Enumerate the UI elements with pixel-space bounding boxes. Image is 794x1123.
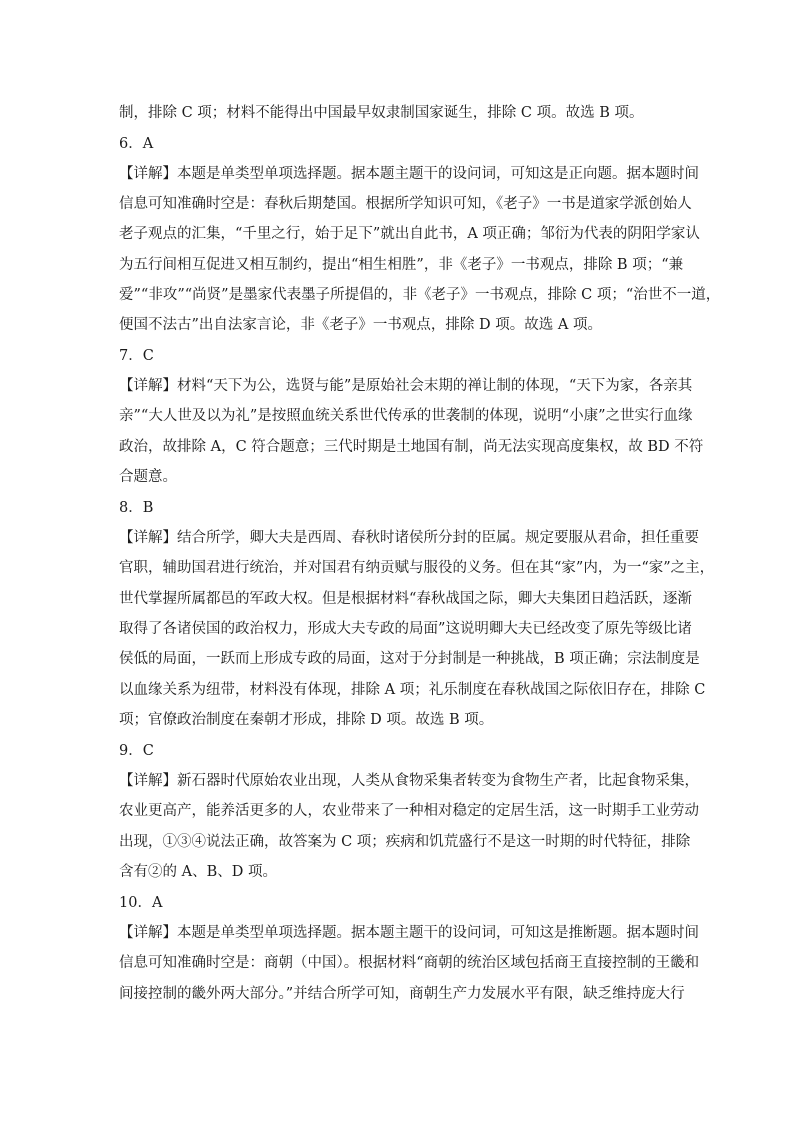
- answer-number: 8．B: [119, 500, 154, 516]
- text-line: 【详解】本题是单类型单项选择题。据本题主题干的设问词，可知这是推断题。据本题时间: [119, 925, 699, 941]
- text-line: 出现，①③④说法正确，故答案为 C 项；疾病和饥荒盛行不是这一时期的时代特征，排除: [119, 834, 691, 850]
- text-line: 项；官僚政治制度在秦朝才形成，排除 D 项。故选 B 项。: [119, 712, 494, 728]
- text-line: 【详解】新石器时代原始农业出现，人类从食物采集者转变为食物生产者，比起食物采集，: [119, 773, 699, 789]
- text-line: 【详解】结合所学，卿大夫是西周、春秋时诸侯所分封的臣属。规定要服从君命，担任重要: [119, 530, 699, 546]
- text-line: 爱”“非攻”“尚贤”是墨家代表墨子所提倡的，非《老子》一书观点，排除 C 项；“治世不一道，: [119, 287, 721, 303]
- text-line: 以血缘关系为纽带，材料没有体现，排除 A 项；礼乐制度在春秋战国之际依旧存在，排除 C: [119, 682, 706, 698]
- answer-number: 6．A: [119, 136, 154, 152]
- text-line: 农业更高产，能养活更多的人，农业带来了一种相对稳定的定居生活，这一时期手工业劳动: [119, 803, 699, 819]
- text-line: 间接控制的畿外两大部分。”并结合所学可知，商朝生产力发展水平有限，缺乏维持庞大行: [119, 986, 685, 1002]
- text-line: 世代掌握所属都邑的军政大权。但是根据材料“春秋战国之际，卿大夫集团日趋活跃，逐渐: [119, 591, 692, 607]
- text-line: 政治，故排除 A，C 符合题意；三代时期是土地国有制，尚无法实现高度集权，故 BD 不符: [119, 439, 704, 455]
- text-line: 【详解】本题是单类型单项选择题。据本题主题干的设问词，可知这是正向题。据本题时间: [119, 166, 699, 182]
- text-line: 合题意。: [119, 469, 177, 485]
- answer-number: 7．C: [119, 348, 154, 364]
- text-line: 亲”“大人世及以为礼”是按照血统关系世代传承的世袭制的体现，说明“小康”之世实行血缘: [119, 408, 693, 424]
- text-line: 便国不法古”出自法家言论，非《老子》一书观点，排除 D 项。故选 A 项。: [119, 317, 602, 333]
- text-line: 老子观点的汇集，“千里之行，始于足下”就出自此书，A 项正确；邹衍为代表的阴阳学家认: [119, 226, 700, 242]
- answer-number: 10．A: [119, 895, 163, 911]
- text-line: 信息可知准确时空是：商朝（中国）。根据材料“商朝的统治区域包括商王直接控制的王畿和: [119, 955, 700, 971]
- text-line: 含有②的 A、B、D 项。: [119, 864, 277, 880]
- text-line: 信息可知准确时空是：春秋后期楚国。根据所学知识可知，《老子》一书是道家学派创始人: [119, 196, 692, 212]
- text-line: 制，排除 C 项；材料不能得出中国最早奴隶制国家诞生，排除 C 项。故选 B 项。: [119, 105, 644, 121]
- text-line: 官职，辅助国君进行统治，并对国君有纳贡赋与服役的义务。但在其“家”内，为一“家”之主，: [119, 560, 715, 576]
- answer-number: 9．C: [119, 743, 154, 759]
- text-line: 为五行间相互促进又相互制约，提出“相生相胜”，非《老子》一书观点，排除 B 项；“兼: [119, 257, 684, 273]
- text-line: 【详解】材料“天下为公，选贤与能”是原始社会末期的禅让制的体现，“天下为家，各亲其: [119, 378, 693, 394]
- text-line: 侯低的局面，一跃而上形成专政的局面，这对于分封制是一种挑战，B 项正确；宗法制度是: [119, 651, 700, 667]
- text-line: 取得了各诸侯国的政治权力，形成大夫专政的局面”这说明卿大夫已经改变了原先等级比诸: [119, 621, 692, 637]
